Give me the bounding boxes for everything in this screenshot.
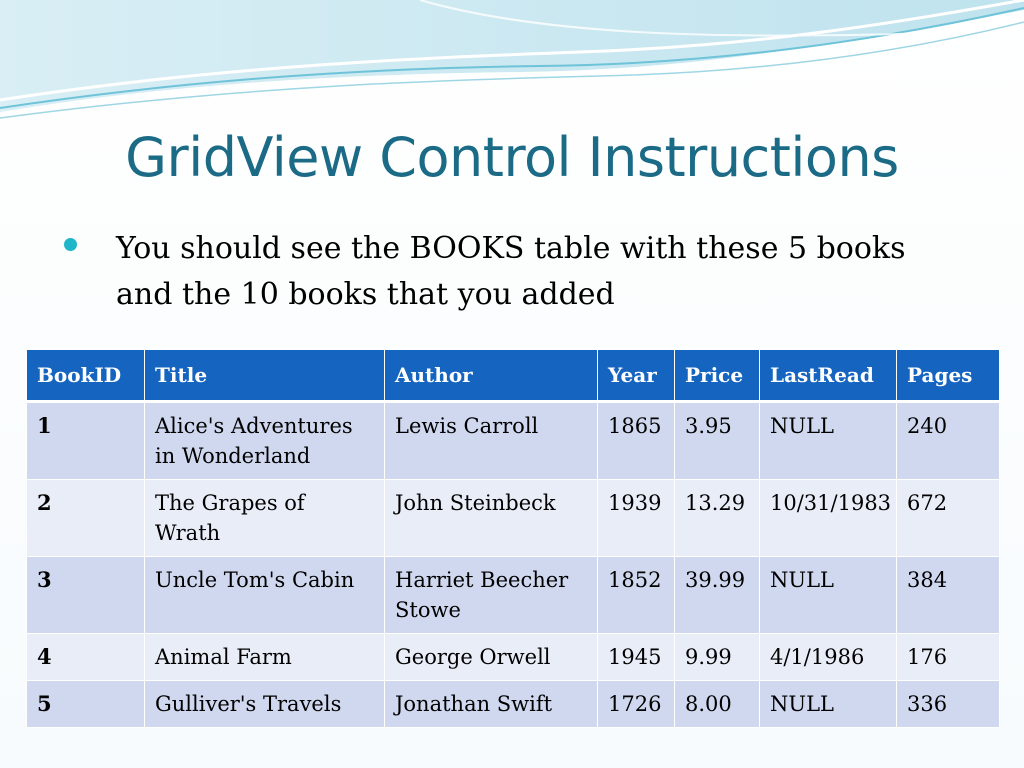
- table-header-row: [27, 350, 1000, 402]
- cell-bookid: 5: [27, 681, 145, 728]
- cell-year: 1945: [598, 634, 675, 681]
- slide-title: GridView Control Instructions: [125, 126, 899, 189]
- cell-title: Animal Farm: [145, 634, 385, 681]
- cell-author: John Steinbeck: [385, 480, 598, 557]
- header-year: Year: [598, 350, 675, 402]
- bullet-dot-icon: [64, 238, 77, 251]
- cell-price: 8.00: [675, 681, 760, 728]
- cell-price: 3.95: [675, 402, 760, 480]
- cell-lastread: NULL: [760, 681, 897, 728]
- cell-bookid: 1: [27, 402, 145, 480]
- cell-pages: 384: [897, 557, 1000, 634]
- cell-pages: 336: [897, 681, 1000, 728]
- cell-lastread: 4/1/1986: [760, 634, 897, 681]
- cell-year: 1852: [598, 557, 675, 634]
- cell-title: Alice's Adventures in Wonderland: [145, 402, 385, 480]
- cell-pages: 672: [897, 480, 1000, 557]
- cell-pages: 176: [897, 634, 1000, 681]
- cell-bookid: 2: [27, 480, 145, 557]
- cell-lastread: 10/31/1983: [760, 480, 897, 557]
- cell-author: George Orwell: [385, 634, 598, 681]
- header-author: Author: [385, 350, 598, 402]
- cell-year: 1865: [598, 402, 675, 480]
- cell-author: Harriet Beecher Stowe: [385, 557, 598, 634]
- cell-price: 13.29: [675, 480, 760, 557]
- table-row: [27, 681, 1000, 728]
- header-pages: Pages: [897, 350, 1000, 402]
- cell-title: The Grapes of Wrath: [145, 480, 385, 557]
- cell-year: 1726: [598, 681, 675, 728]
- cell-bookid: 3: [27, 557, 145, 634]
- header-lastread: LastRead: [760, 350, 897, 402]
- bullet-text: You should see the BOOKS table with these 5 books and the 10 books that you added: [116, 231, 906, 312]
- cell-pages: 240: [897, 402, 1000, 480]
- cell-year: 1939: [598, 480, 675, 557]
- cell-title: Gulliver's Travels: [145, 681, 385, 728]
- table-row: [27, 634, 1000, 681]
- cell-author: Jonathan Swift: [385, 681, 598, 728]
- books-table: [26, 349, 1000, 728]
- decorative-wave: [0, 0, 1024, 120]
- cell-title: Uncle Tom's Cabin: [145, 557, 385, 634]
- cell-lastread: NULL: [760, 402, 897, 480]
- cell-price: 9.99: [675, 634, 760, 681]
- table-row: [27, 402, 1000, 480]
- table-row: [27, 480, 1000, 557]
- header-bookid: BookID: [27, 350, 145, 402]
- cell-bookid: 4: [27, 634, 145, 681]
- header-title: Title: [145, 350, 385, 402]
- cell-author: Lewis Carroll: [385, 402, 598, 480]
- cell-price: 39.99: [675, 557, 760, 634]
- cell-lastread: NULL: [760, 557, 897, 634]
- header-price: Price: [675, 350, 760, 402]
- table-row: [27, 557, 1000, 634]
